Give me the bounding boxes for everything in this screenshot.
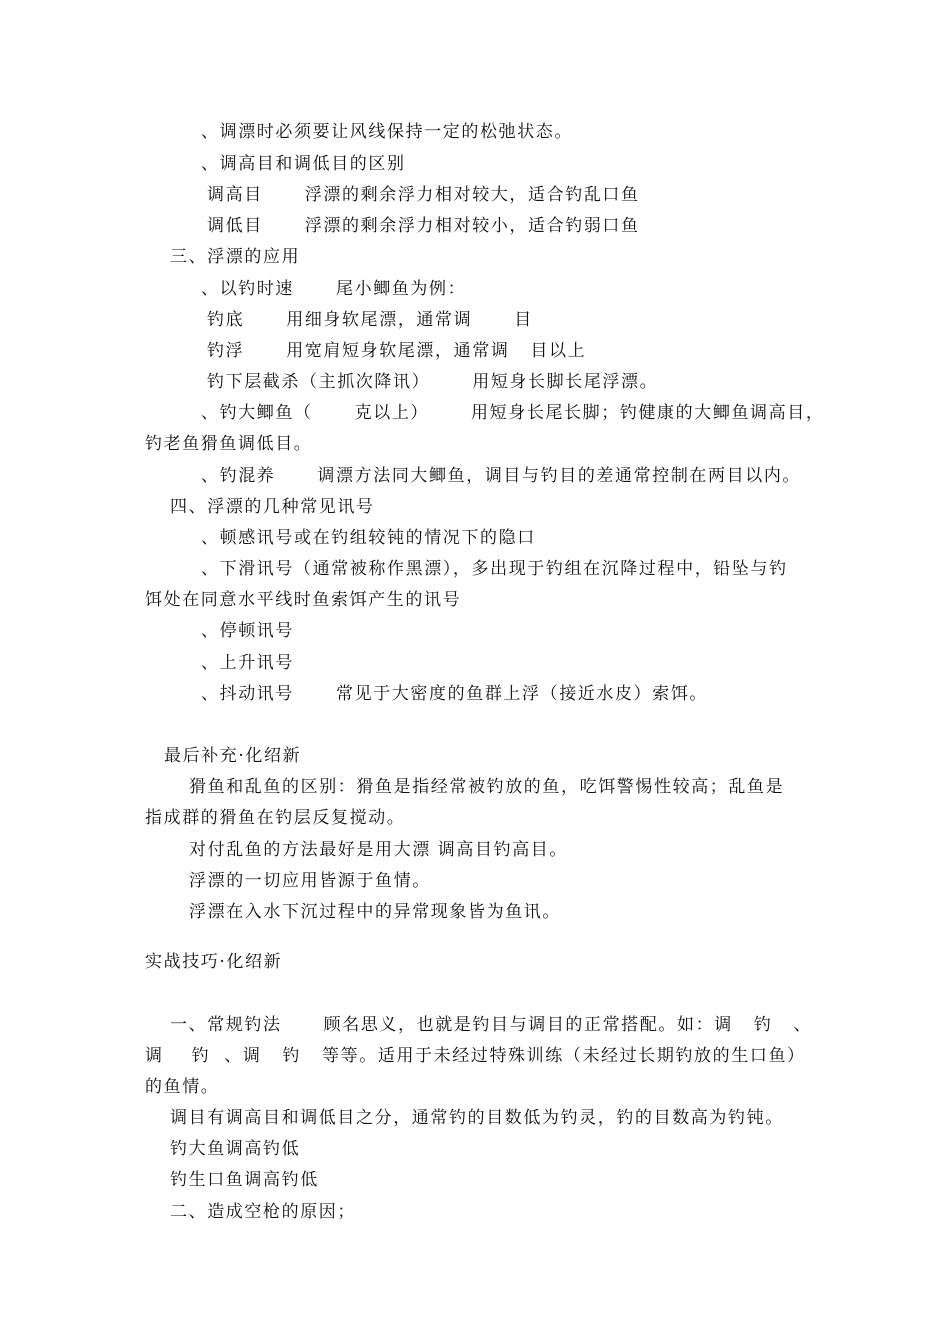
text-line: 浮漂的一切应用皆源于鱼情。 bbox=[189, 871, 431, 891]
section-heading: 三、浮漂的应用 bbox=[170, 247, 301, 267]
text-line: 、下滑讯号（通常被称作黑漂），多出现于钓组在沉降过程中，铅坠与钓 bbox=[201, 559, 788, 579]
text-line: 调低目 浮漂的剩余浮力相对较小，适合钓弱口鱼 bbox=[207, 216, 640, 236]
text-line: 调目有调高目和调低目之分，通常钓的目数低为钓灵，钓的目数高为钓钝。 bbox=[170, 1108, 784, 1128]
text-line: 猾鱼和乱鱼的区别：猾鱼是指经常被钓放的鱼，吃饵警惕性较高；乱鱼是 bbox=[189, 777, 785, 797]
text-line: 钓浮 用宽肩短身软尾漂，通常调 目以上 bbox=[207, 341, 587, 361]
text-line: 、抖动讯号 常见于大密度的鱼群上浮（接近水皮）索饵。 bbox=[201, 684, 709, 704]
text-line: 、调高目和调低目的区别 bbox=[201, 154, 406, 174]
text-line: 钓底 用细身软尾漂，通常调 目 bbox=[207, 310, 533, 330]
text-line: 一、常规钓法 顾名思义，也就是钓目与调目的正常搭配。如：调 钓 、 bbox=[170, 1015, 813, 1035]
text-line: 、调漂时必须要让风线保持一定的松弛状态。 bbox=[201, 122, 573, 142]
text-line: 、停顿讯号 bbox=[201, 621, 294, 641]
text-line: 、上升讯号 bbox=[201, 653, 294, 673]
text-line: 、钓混养 调漂方法同大鲫鱼，调目与钓目的差通常控制在两目以内。 bbox=[201, 466, 802, 486]
text-line: 钓下层截杀（主抓次降讯） 用短身长脚长尾浮漂。 bbox=[207, 372, 659, 392]
text-line: 调高目 浮漂的剩余浮力相对较大，适合钓乱口鱼 bbox=[207, 185, 640, 205]
text-line: 对付乱鱼的方法最好是用大漂 调高目钓高目。 bbox=[189, 840, 569, 860]
text-line: 的鱼情。 bbox=[145, 1077, 220, 1097]
section-heading: 实战技巧·化绍新 bbox=[145, 952, 283, 972]
text-line: 浮漂在入水下沉过程中的异常现象皆为鱼讯。 bbox=[189, 902, 561, 922]
text-line: 钓生口鱼调高钓低 bbox=[170, 1170, 319, 1190]
section-heading: 二、造成空枪的原因； bbox=[170, 1202, 356, 1222]
text-line: 、顿感讯号或在钓组较钝的情况下的隐口 bbox=[201, 528, 536, 548]
text-line: 饵处在同意水平线时鱼索饵产生的讯号 bbox=[145, 590, 462, 610]
text-line: 钓大鱼调高钓低 bbox=[170, 1139, 301, 1159]
text-line: 、以钓时速 尾小鲫鱼为例： bbox=[201, 279, 467, 299]
section-heading: 四、浮漂的几种常见讯号 bbox=[170, 497, 375, 517]
text-line: 、钓大鲫鱼（ 克以上） 用短身长尾长脚；钓健康的大鲫鱼调高目， bbox=[201, 403, 825, 423]
text-line: 钓老鱼猾鱼调低目。 bbox=[145, 434, 313, 454]
text-line: 调 钓 、调 钓 等等。适用于未经过特殊训练（未经过长期钓放的生口鱼） bbox=[145, 1046, 806, 1066]
section-heading: 最后补充·化绍新 bbox=[164, 746, 302, 766]
text-line: 指成群的猾鱼在钓层反复搅动。 bbox=[145, 808, 406, 828]
